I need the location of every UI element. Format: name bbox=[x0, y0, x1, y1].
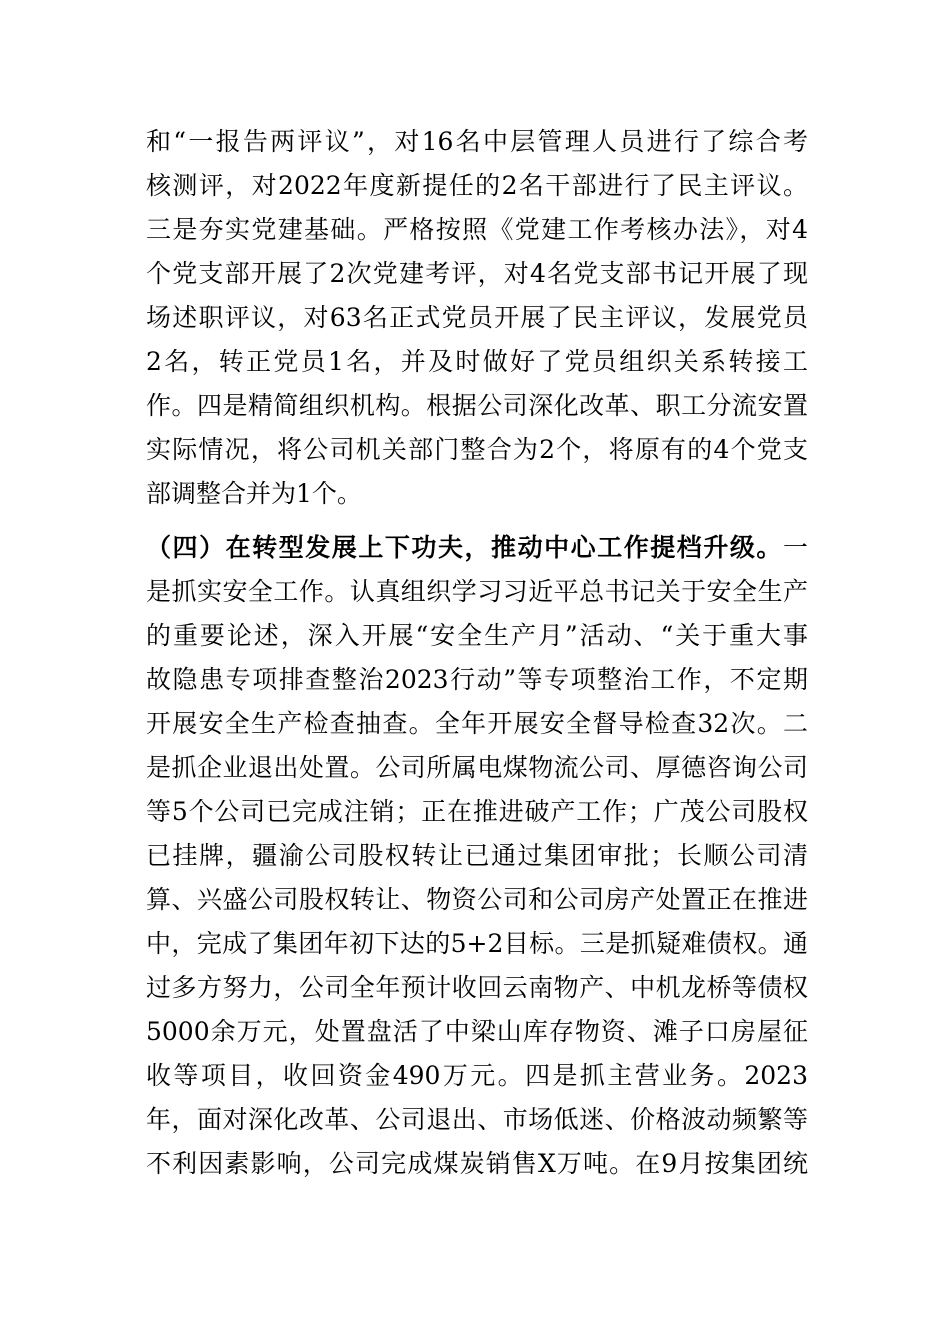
section-heading: （四）在转型发展上下功夫，推动中心工作提档升级。 bbox=[146, 533, 783, 562]
text-line: 核测评，对2022年度新提任的2名干部进行了民主评议。 bbox=[146, 171, 808, 200]
text-line: 故隐患专项排查整治2023行动”等专项整治工作，不定期 bbox=[146, 665, 808, 694]
paragraph-party-building bbox=[146, 120, 808, 516]
text-line: 收等项目，收回资金490万元。四是抓主营业务。2023 bbox=[146, 1061, 808, 1090]
text-line: 和“一报告两评议”，对16名中层管理人员进行了综合考 bbox=[146, 127, 808, 156]
text-line: 是抓企业退出处置。公司所属电煤物流公司、厚德咨询公司 bbox=[146, 753, 808, 782]
text-line: 作。四是精简组织机构。根据公司深化改革、职工分流安置 bbox=[146, 391, 808, 420]
text-line: 过多方努力，公司全年预计收回云南物产、中机龙桥等债权 bbox=[146, 973, 808, 1002]
text-line: 年，面对深化改革、公司退出、市场低迷、价格波动频繁等 bbox=[146, 1105, 808, 1134]
text-line: 开展安全生产检查抽查。全年开展安全督导检查32次。二 bbox=[146, 709, 808, 738]
text-line: 个党支部开展了2次党建考评，对4名党支部书记开展了现 bbox=[146, 259, 808, 288]
section-heading-line bbox=[146, 526, 808, 570]
text-line: 三是夯实党建基础。严格按照《党建工作考核办法》，对4 bbox=[146, 215, 808, 244]
text-line: 算、兴盛公司股权转让、物资公司和公司房产处置正在推进 bbox=[146, 885, 808, 914]
text-line: 实际情况，将公司机关部门整合为2个，将原有的4个党支 bbox=[146, 435, 808, 464]
text-line: 部调整合并为1个。 bbox=[146, 479, 362, 508]
text-line: 场述职评议，对63名正式党员开展了民主评议，发展党员 bbox=[146, 303, 808, 332]
text-line: 5000余万元，处置盘活了中梁山库存物资、滩子口房屋征 bbox=[146, 1017, 808, 1046]
text-line: 中，完成了集团年初下达的5+2目标。三是抓疑难债权。通 bbox=[146, 929, 808, 958]
text-line: 是抓实安全工作。认真组织学习习近平总书记关于安全生产 bbox=[146, 577, 808, 606]
text-line: 不利因素影响，公司完成煤炭销售X万吨。在9月按集团统 bbox=[146, 1149, 808, 1178]
paragraph-transformation bbox=[146, 526, 808, 1186]
body-text bbox=[146, 120, 808, 1186]
text-run: 一 bbox=[782, 533, 808, 562]
text-line: 已挂牌，疆渝公司股权转让已通过集团审批；长顺公司清 bbox=[146, 841, 808, 870]
text-line: 2名，转正党员1名，并及时做好了党员组织关系转接工 bbox=[146, 347, 808, 376]
text-line: 的重要论述，深入开展“安全生产月”活动、“关于重大事 bbox=[146, 621, 808, 650]
text-line: 等5个公司已完成注销；正在推进破产工作；广茂公司股权 bbox=[146, 797, 808, 826]
